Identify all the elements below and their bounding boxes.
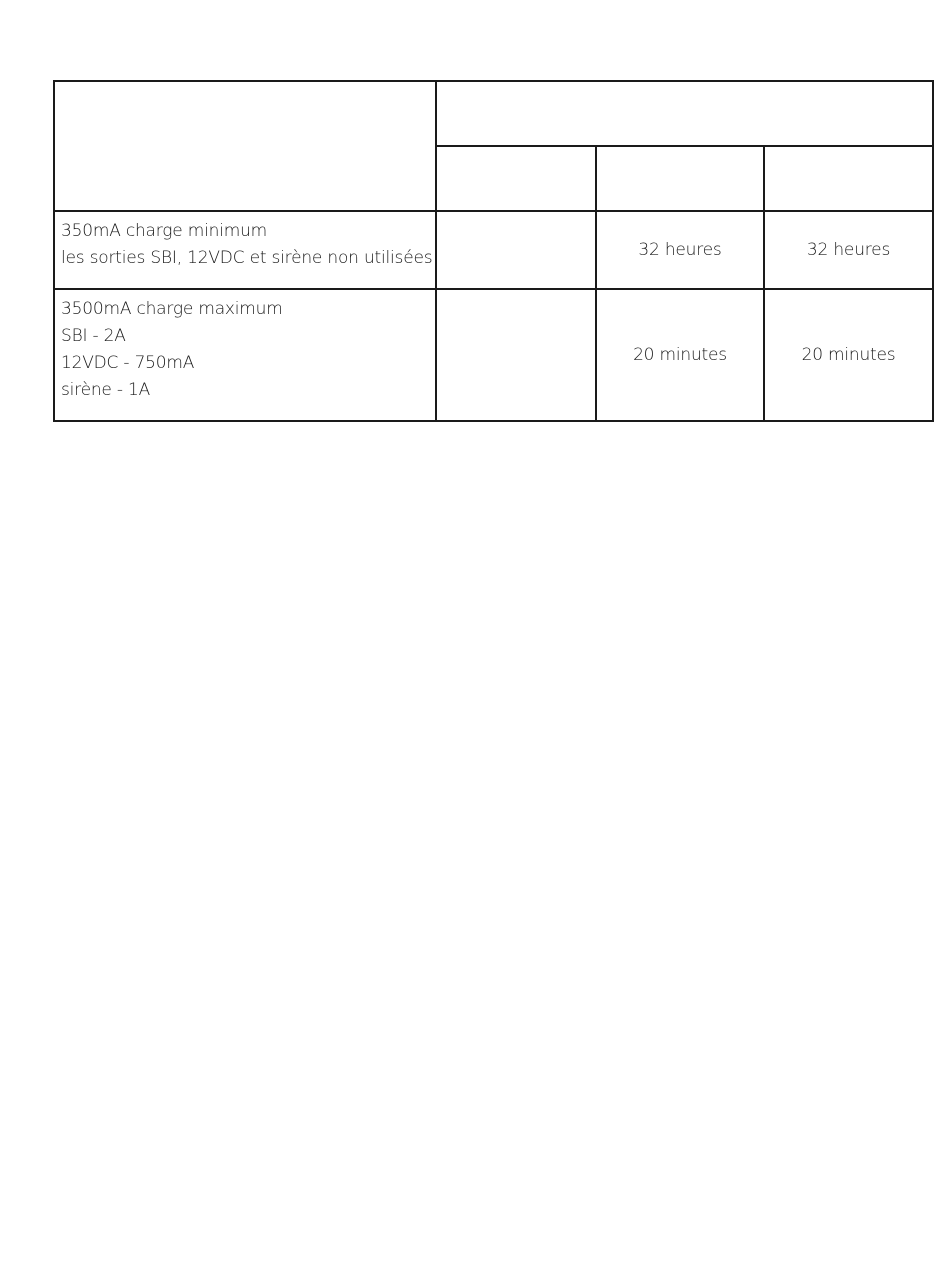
load-description-line: 12VDC - 750mA: [61, 353, 195, 373]
runtime-cell: [436, 211, 596, 289]
header-col-3: [764, 146, 933, 211]
load-description-line: les sorties SBI, 12VDC et sirène non utilisées: [61, 248, 433, 268]
table-row: [54, 211, 933, 289]
battery-runtime-table: [53, 80, 934, 422]
load-description-cell: [54, 211, 436, 289]
runtime-cell: 32 heures: [596, 211, 764, 289]
header-corner-cell: [54, 81, 436, 211]
load-description-line: sirène - 1A: [61, 380, 151, 400]
load-description-line: 350mA charge minimum: [61, 221, 268, 241]
table-row: [54, 289, 933, 421]
runtime-cell: 32 heures: [764, 211, 933, 289]
runtime-cell: 20 minutes: [764, 289, 933, 421]
header-col-2: [596, 146, 764, 211]
load-description-line: SBI - 2A: [61, 326, 126, 346]
load-description-cell: [54, 289, 436, 421]
header-col-1: [436, 146, 596, 211]
runtime-cell: 20 minutes: [596, 289, 764, 421]
runtime-cell: [436, 289, 596, 421]
load-description-line: 3500mA charge maximum: [61, 299, 283, 319]
header-group-cell: [436, 81, 933, 146]
table-header-row: [54, 81, 933, 146]
